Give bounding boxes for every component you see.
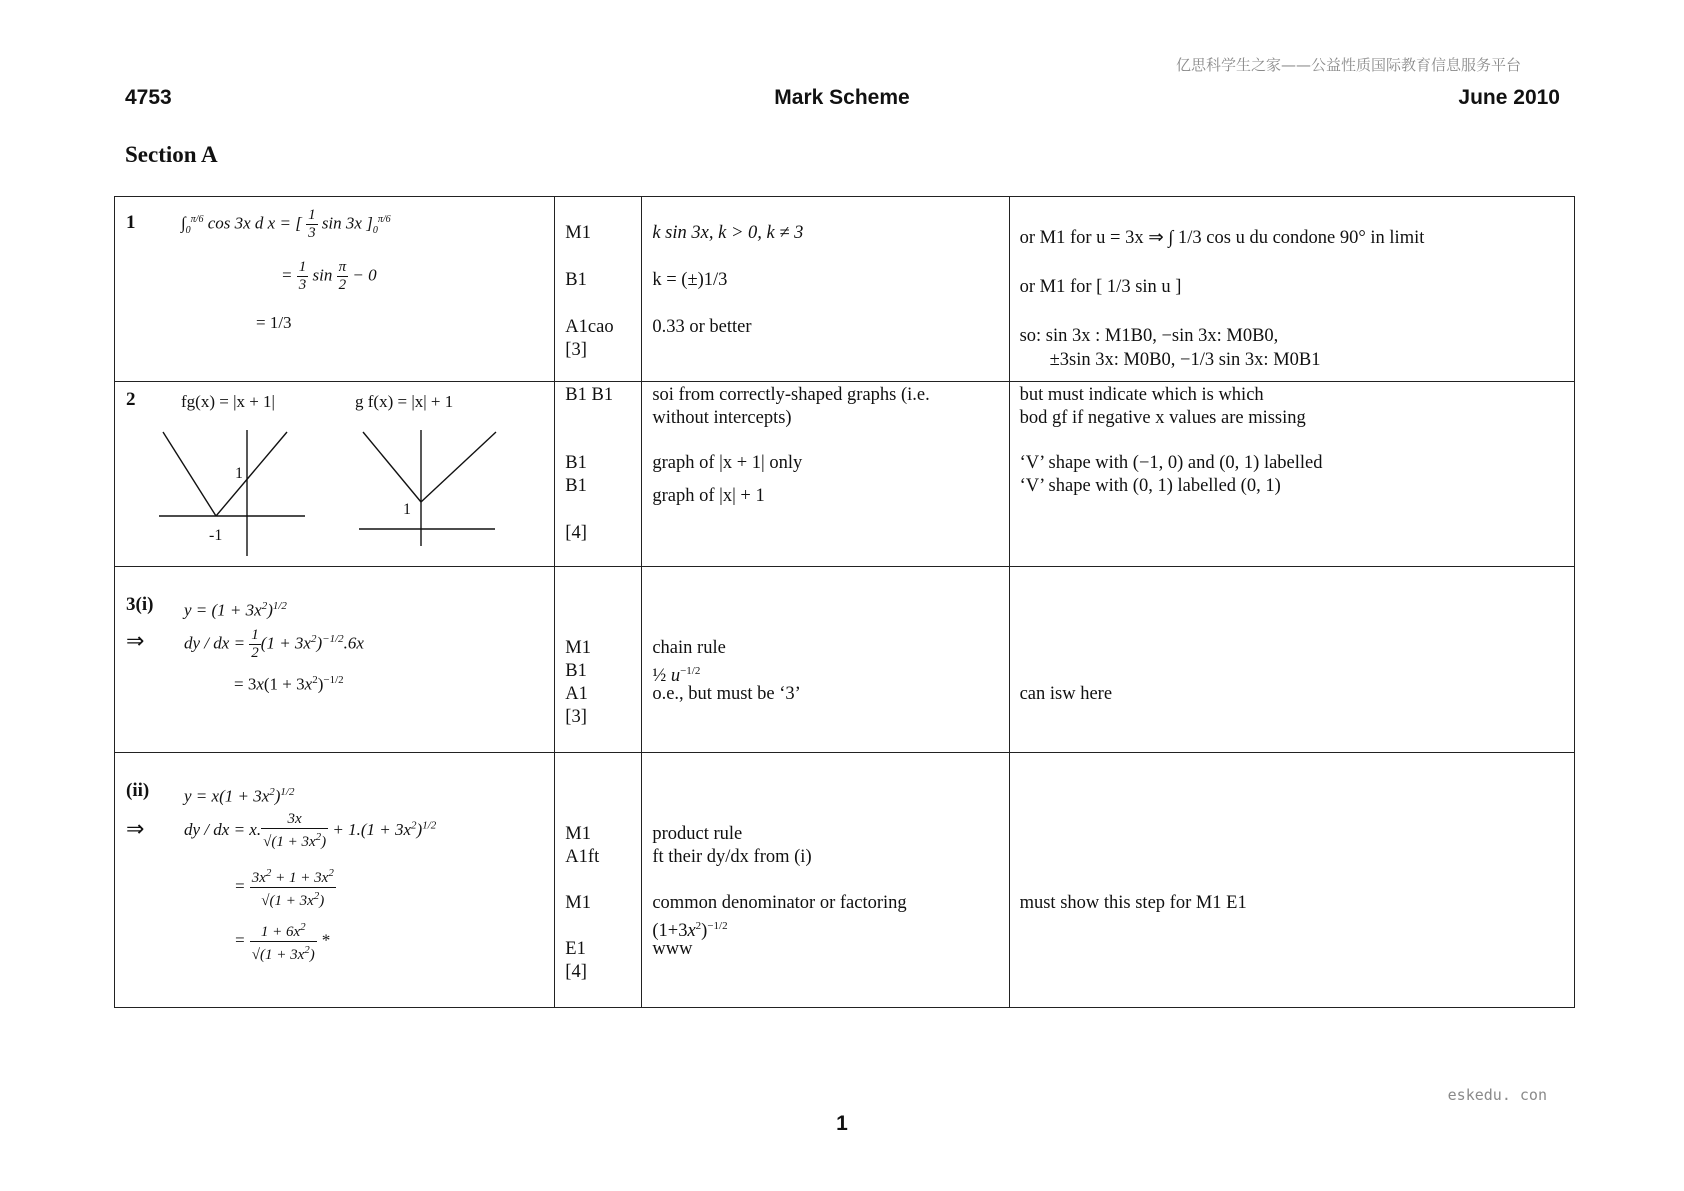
mark: M1 [565,893,591,913]
page-title: Mark Scheme [774,86,910,109]
q2-working [115,382,554,566]
mark: B1 [565,453,587,473]
q1-guidance [642,197,1008,381]
guidance-line: product rule [652,824,743,844]
q3ii-working [115,753,554,1007]
table-row-q3i [115,567,1575,753]
mark: M1 [565,223,591,243]
paper-code: 4753 [125,86,172,109]
mark: B1 B1 [565,385,614,405]
q3i-working [115,567,554,752]
label-x-intercept: -1 [209,527,223,544]
section-title: Section A [125,142,218,167]
guidance-line: chain rule [652,638,726,658]
q3ii-guidance [642,753,1008,1007]
q2-guidance [642,382,1008,566]
gf-label: g f(x) = |x| + 1 [355,392,454,411]
mark: B1 [565,661,587,681]
guidance-line: k sin 3x, k > 0, k ≠ 3 [652,223,804,243]
mark-total: [3] [565,340,587,360]
question-number: 1 [126,212,136,233]
q1-answer: = 1/3 [256,313,292,332]
q3i-line1: $y = (1 + 3x^2)^{1/2}$ [184,600,287,620]
mark-total: [4] [565,523,587,543]
q3i-guidance [642,567,1008,752]
graph-gf [355,426,505,546]
mark: B1 [565,270,587,290]
v-left [163,432,216,516]
guidance-line: ft their dy/dx from (i) [652,847,812,867]
q3ii-line3: = $\frac{3x^2 + 1 + 3x^2}{√(1 + 3x^2)}$ [234,867,334,909]
mark: E1 [565,939,586,959]
guidance-line: without intercepts) [652,408,792,428]
q1-comments [1010,197,1574,381]
q1-marks [555,197,641,381]
guidance-line: soi from correctly-shaped graphs (i.e. [652,385,930,405]
comment-line: bod gf if negative x values are missing [1019,408,1306,428]
q3ii-line1: $y = x(1 + 3x^2)^{1/2}$ [184,786,295,806]
q3i-comments [1010,567,1574,752]
v-right [216,432,287,516]
q3i-line2: dy / dx = $\frac{1}{2}$ $(1 + 3x^2)^{-1/2}.6x$ [184,627,364,661]
mark: B1 [565,476,587,496]
page-number: 1 [836,1112,848,1135]
q2-comments [1010,382,1574,566]
guidance-line: graph of |x| + 1 [652,486,765,506]
question-number: 3(i) [126,594,154,615]
q1-line2: = $\frac{1}{3}$ sin $\frac{\pi}{2}$ − 0 [281,259,377,293]
comment-line: ‘V’ shape with (0, 1) labelled (0, 1) [1019,476,1281,496]
mark-total: [3] [565,707,587,727]
implies-symbol: ⇒ [126,816,145,841]
q3ii-marks [555,753,641,1007]
question-number: 2 [126,389,136,410]
comment-line: ±3sin 3x: M0B0, −1/3 sin 3x: M0B1 [1049,350,1321,370]
comment-line: or M1 for [ 1/3 sin u ] [1019,277,1182,297]
comment-line: can isw here [1019,684,1113,704]
v-left [363,432,421,502]
fg-label: fg(x) = |x + 1| [181,392,275,411]
table-row-q1 [115,197,1575,382]
exam-date: June 2010 [1458,86,1560,109]
q3i-line3: = $3x(1 + 3x^2)^{-1/2}$ [234,674,344,694]
guidance-line: o.e., but must be ‘3’ [652,684,801,704]
comment-line: ‘V’ shape with (−1, 0) and (0, 1) labelled [1019,453,1323,473]
comment-line: but must indicate which is which [1019,385,1264,405]
q3ii-line2: dy / dx = x. $\frac{3x}{√(1 + 3x^2)}$ + $1.(1 + 3x^2)^{1/2}$ [184,811,437,850]
graph-fg [155,426,315,556]
comment-line: or M1 for u = 3x ⇒ ∫ 1/3 cos u du condone 90° in limit [1019,228,1425,248]
mark-total: [4] [565,962,587,982]
table-row-q2 [115,382,1575,567]
label-y-intercept: 1 [403,501,411,518]
comment-line: so: sin 3x : M1B0, −sin 3x: M0B0, [1019,326,1279,346]
v-right [421,432,496,502]
mark: M1 [565,824,591,844]
table-row-q3ii [115,753,1575,1008]
mark-scheme-table [114,196,1575,1008]
guidance-line: k = (±)1/3 [652,270,728,290]
q1-integral: $\int_0^{\pi/6}$ cos 3x d x = [ $\frac{1}{3}$ sin 3x ]$_0^{\pi/6}$ [181,207,391,241]
q2-marks [555,382,641,566]
guidance-line: 0.33 or better [652,317,752,337]
label-y-intercept: 1 [235,465,243,482]
mark: A1cao [565,317,614,337]
question-number: (ii) [126,780,150,801]
q1-working [115,197,554,381]
watermark-top: 亿思科学生之家——公益性质国际教育信息服务平台 [1176,56,1522,74]
mark: M1 [565,638,591,658]
q3i-marks [555,567,641,752]
comment-line: must show this step for M1 E1 [1019,893,1247,913]
guidance-line: graph of |x + 1| only [652,453,803,473]
mark: A1 [565,684,588,704]
guidance-line: ½ $u^{-1/2}$ [652,665,701,687]
mark: A1ft [565,847,600,867]
q3ii-line4: = $\frac{1 + 6x^2}{√(1 + 3x^2)}$ * [234,921,330,963]
q3ii-comments [1010,753,1574,1007]
implies-symbol: ⇒ [126,628,145,653]
guidance-line: common denominator or factoring [652,893,907,913]
guidance-line: $(1+3x^2)^{-1/2}$ [652,920,728,942]
watermark-bottom: eskedu. con [1447,1086,1547,1104]
guidance-line: www [652,939,693,959]
